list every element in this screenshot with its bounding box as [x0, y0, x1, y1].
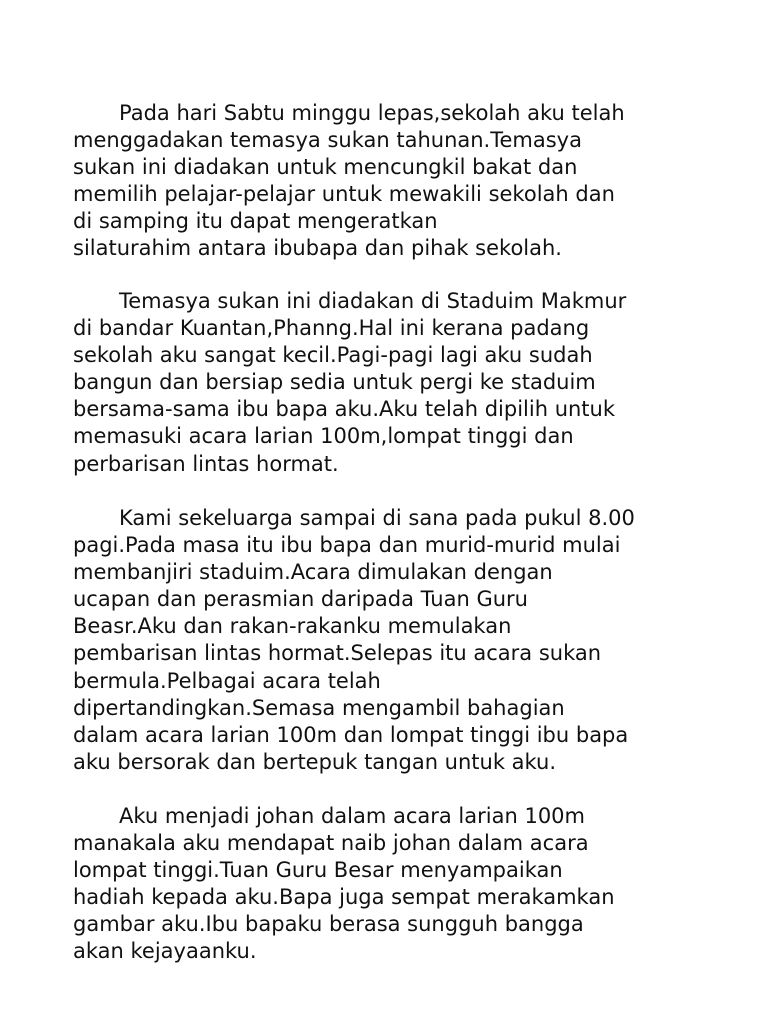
- text-line: Kami sekeluarga sampai di sana pada pukul 8.00: [119, 506, 635, 530]
- text-line: sekolah aku sangat kecil.Pagi-pagi lagi aku sudah: [73, 343, 593, 368]
- text-line: menggadakan temasya sukan tahunan.Temasya: [73, 128, 582, 153]
- text-line: Pada hari Sabtu minggu lepas,sekolah aku telah: [119, 101, 625, 125]
- text-line: ucapan dan perasmian daripada Tuan Guru: [73, 587, 528, 612]
- text-line: memasuki acara larian 100m,lompat tinggi dan: [73, 424, 574, 449]
- text-line: bangun dan bersiap sedia untuk pergi ke staduim: [73, 370, 596, 395]
- text-line: perbarisan lintas hormat.: [73, 451, 339, 476]
- text-line: Temasya sukan ini diadakan di Staduim Makmur: [119, 289, 627, 313]
- text-line: lompat tinggi.Tuan Guru Besar menyampaikan: [73, 858, 563, 883]
- text-line: bermula.Pelbagai acara telah: [73, 668, 381, 693]
- text-line: manakala aku mendapat naib johan dalam acara: [73, 831, 589, 856]
- text-line: dalam acara larian 100m dan lompat tinggi ibu bapa: [73, 722, 629, 747]
- text-line: pagi.Pada masa itu ibu bapa dan murid-murid mulai: [73, 533, 621, 558]
- text-line: sukan ini diadakan untuk mencungkil bakat dan: [73, 155, 578, 180]
- paragraph-4: [73, 803, 713, 966]
- text-line: Beasr.Aku dan rakan-rakanku memulakan: [73, 614, 512, 639]
- text-line: aku bersorak dan bertepuk tangan untuk aku.: [73, 749, 557, 774]
- paragraph-2: [73, 288, 713, 478]
- text-line: dipertandingkan.Semasa mengambil bahagian: [73, 695, 565, 720]
- paragraph-1: [73, 100, 713, 263]
- text-line: pembarisan lintas hormat.Selepas itu acara sukan: [73, 641, 602, 666]
- paragraph-3: [73, 505, 713, 776]
- text-line: silaturahim antara ibubapa dan pihak sekolah.: [73, 236, 562, 261]
- text-line: di samping itu dapat mengeratkan: [73, 209, 438, 234]
- text-line: di bandar Kuantan,Phanng.Hal ini kerana padang: [73, 316, 590, 341]
- text-line: membanjiri staduim.Acara dimulakan dengan: [73, 560, 553, 585]
- text-line: memilih pelajar-pelajar untuk mewakili sekolah dan: [73, 182, 615, 207]
- text-line: Aku menjadi johan dalam acara larian 100m: [119, 804, 585, 828]
- text-line: akan kejayaanku.: [73, 939, 257, 964]
- text-line: bersama-sama ibu bapa aku.Aku telah dipilih untuk: [73, 397, 616, 422]
- text-line: hadiah kepada aku.Bapa juga sempat merakamkan: [73, 885, 615, 910]
- text-line: gambar aku.Ibu bapaku berasa sungguh bangga: [73, 912, 584, 937]
